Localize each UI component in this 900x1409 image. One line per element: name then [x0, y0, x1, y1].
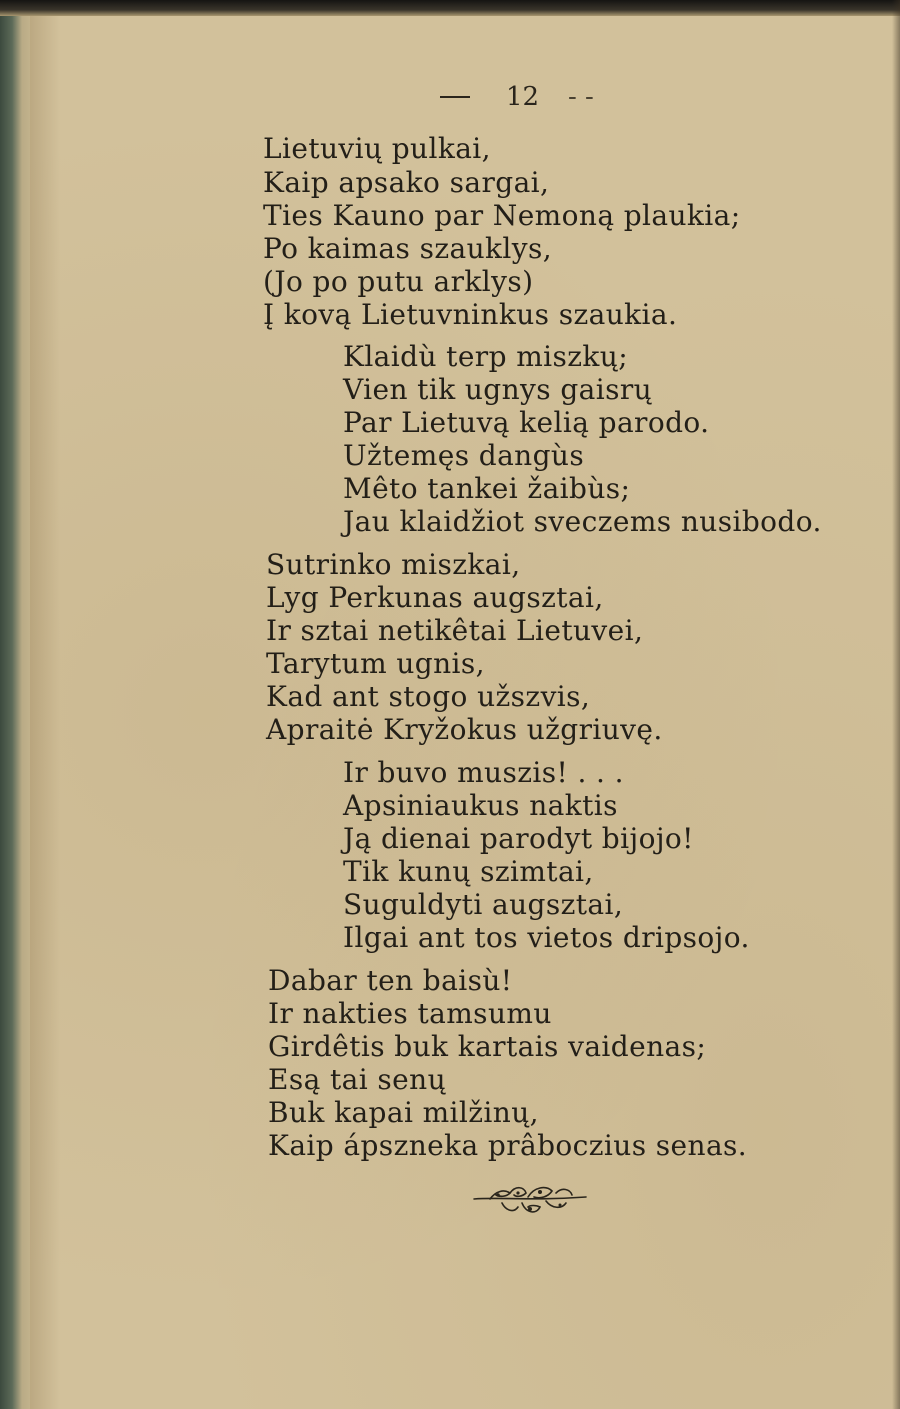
- poem-line: Girdêtis buk kartais vaidenas;: [268, 1030, 707, 1063]
- poem-line: Ir nakties tamsumu: [268, 997, 552, 1030]
- floral-vignette-icon: [470, 1175, 590, 1223]
- poem-line: Lietuvių pulkai,: [263, 132, 491, 165]
- poem-line: Tik kunų szimtai,: [343, 855, 594, 888]
- poem-line: Ją dienai parodyt bijojo!: [343, 822, 694, 855]
- page-top-edge: [0, 0, 900, 16]
- poem-line: Kaip apsako sargai,: [263, 166, 550, 199]
- poem-line: Vien tik ugnys gaisrų: [343, 373, 653, 406]
- header-dots: - -: [568, 82, 594, 112]
- poem-line: Par Lietuvą kelią parodo.: [343, 406, 710, 439]
- header-dash: [440, 96, 470, 98]
- poem-line: Kad ant stogo užszvis,: [266, 680, 591, 713]
- poem-line: Ir buvo muszis! . . .: [343, 756, 624, 789]
- page-number: 12: [506, 82, 540, 112]
- poem-line: Tarytum ugnis,: [266, 647, 485, 680]
- poem-line: Jau klaidžiot sveczems nusibodo.: [343, 505, 822, 538]
- poem-line: Ir sztai netikêtai Lietuvei,: [266, 614, 644, 647]
- page-header: [440, 82, 620, 112]
- poem-line: Lyg Perkunas augsztai,: [266, 581, 604, 614]
- poem-line: Po kaimas szauklys,: [263, 232, 553, 265]
- poem-line: Ilgai ant tos vietos dripsojo.: [343, 921, 750, 954]
- poem-line: Esą tai senų: [268, 1063, 447, 1096]
- poem-line: Klaidù terp miszkų;: [343, 340, 629, 373]
- poem-line: Į kovą Lietuvninkus szaukia.: [263, 298, 678, 331]
- poem-line: Buk kapai milžinų,: [268, 1096, 539, 1129]
- poem-line: Apraitė Kryžokus užgriuvę.: [266, 713, 663, 746]
- poem-line: Apsiniaukus naktis: [343, 789, 618, 822]
- poem-line: Ties Kauno par Nemoną plaukia;: [263, 199, 741, 232]
- poem-line: Mêto tankei žaibùs;: [343, 472, 631, 505]
- poem-line: Dabar ten baisù!: [268, 964, 513, 997]
- poem-line: Suguldyti augsztai,: [343, 888, 624, 921]
- poem-line: Sutrinko miszkai,: [266, 548, 521, 581]
- poem-line: (Jo po putu arklys): [263, 265, 534, 298]
- poem-line: Užtemęs dangùs: [343, 439, 585, 472]
- poem-line: Kaip ápszneka prâboczius senas.: [268, 1129, 748, 1162]
- page-right-edge: [892, 0, 900, 1409]
